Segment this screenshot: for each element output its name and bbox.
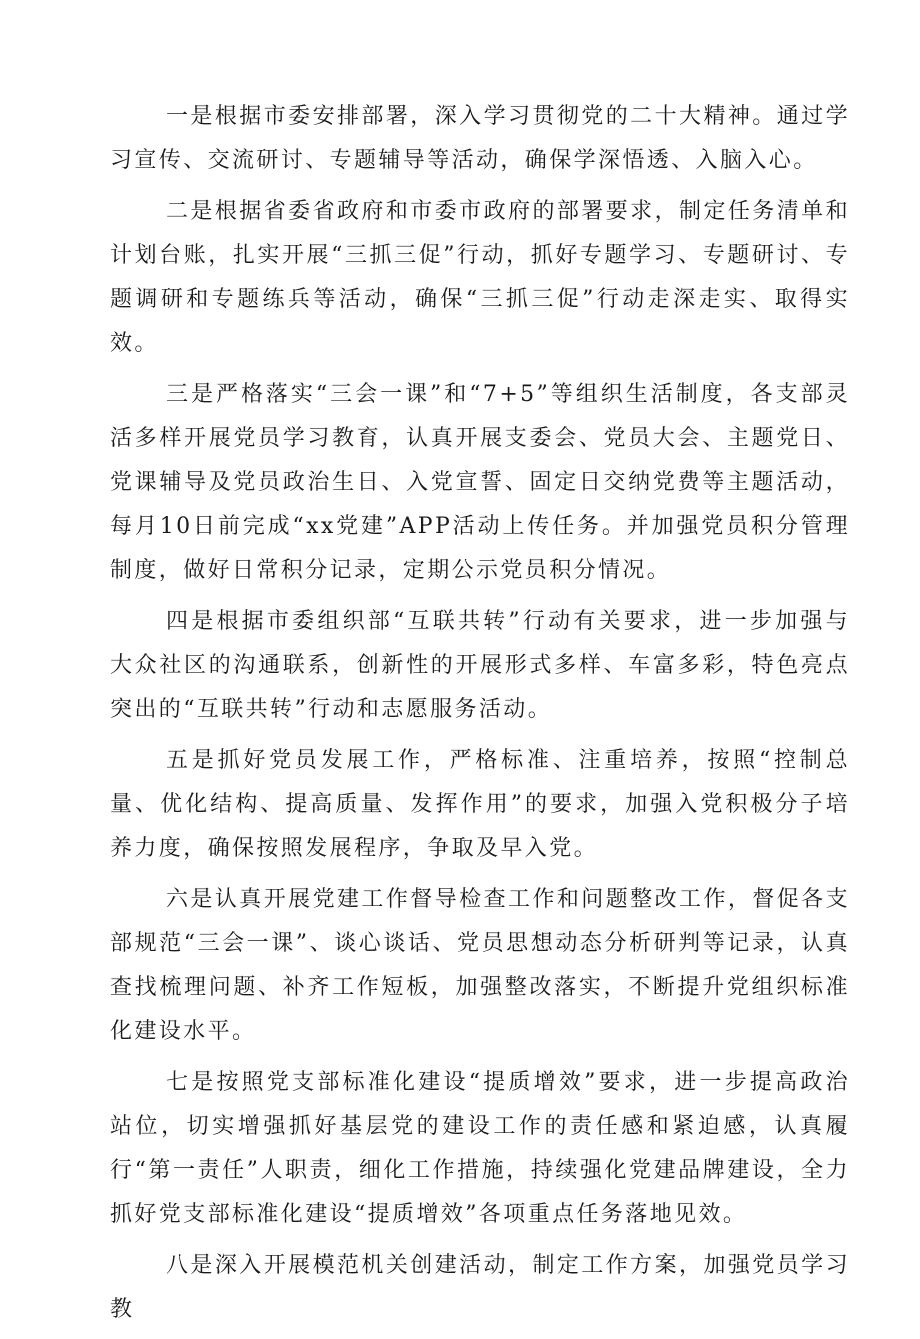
paragraph-4: 四是根据市委组织部“互联共转”行动有关要求，进一步加强与大众社区的沟通联系，创新性的开展形式多样、车富多彩，特色亮点突出的“互联共转”行动和志愿服务活动。 (110, 609, 850, 722)
paragraph-3: 三是严格落实“三会一课”和“7+5”等组织生活制度，各支部灵活多样开展党员学习教育，认真开展支委会、党员大会、主题党日、党课辅导及党员政治生日、入党宣誓、固定日交纳党费等主题活动，每月10日前完成“xx党建”APP活动上传任务。并加强党员积分管理制度，做好日常积分记录，定期公示党员积分情况。 (110, 382, 850, 583)
paragraph-8: 八是深入开展模范机关创建活动，制定工作方案，加强党员学习教 (110, 1253, 850, 1322)
paragraph-5: 五是抓好党员发展工作，严格标准、注重培养，按照“控制总量、优化结构、提高质量、发挥作用”的要求，加强入党积极分子培养力度，确保按照发展程序，争取及早入党。 (110, 748, 850, 861)
paragraph-6: 六是认真开展党建工作督导检查工作和问题整改工作，督促各支部规范“三会一课”、谈心谈话、党员思想动态分析研判等记录，认真查找梳理问题、补齐工作短板，加强整改落实，不断提升党组织标准化建设水平。 (110, 887, 850, 1044)
paragraph-7: 七是按照党支部标准化建设“提质增效”要求，进一步提高政治站位，切实增强抓好基层党的建设工作的责任感和紧迫感，认真履行“第一责任”人职责，细化工作措施，持续强化党建品牌建设，全力抓好党支部标准化建设“提质增效”各项重点任务落地见效。 (110, 1070, 850, 1227)
document-body (110, 95, 850, 1339)
paragraph-2: 二是根据省委省政府和市委市政府的部署要求，制定任务清单和计划台账，扎实开展“三抓三促”行动，抓好专题学习、专题研讨、专题调研和专题练兵等活动，确保“三抓三促”行动走深走实、取得实效。 (110, 199, 850, 356)
paragraph-1: 一是根据市委安排部署，深入学习贯彻党的二十大精神。通过学习宣传、交流研讨、专题辅导等活动，确保学深悟透、入脑入心。 (110, 104, 850, 173)
